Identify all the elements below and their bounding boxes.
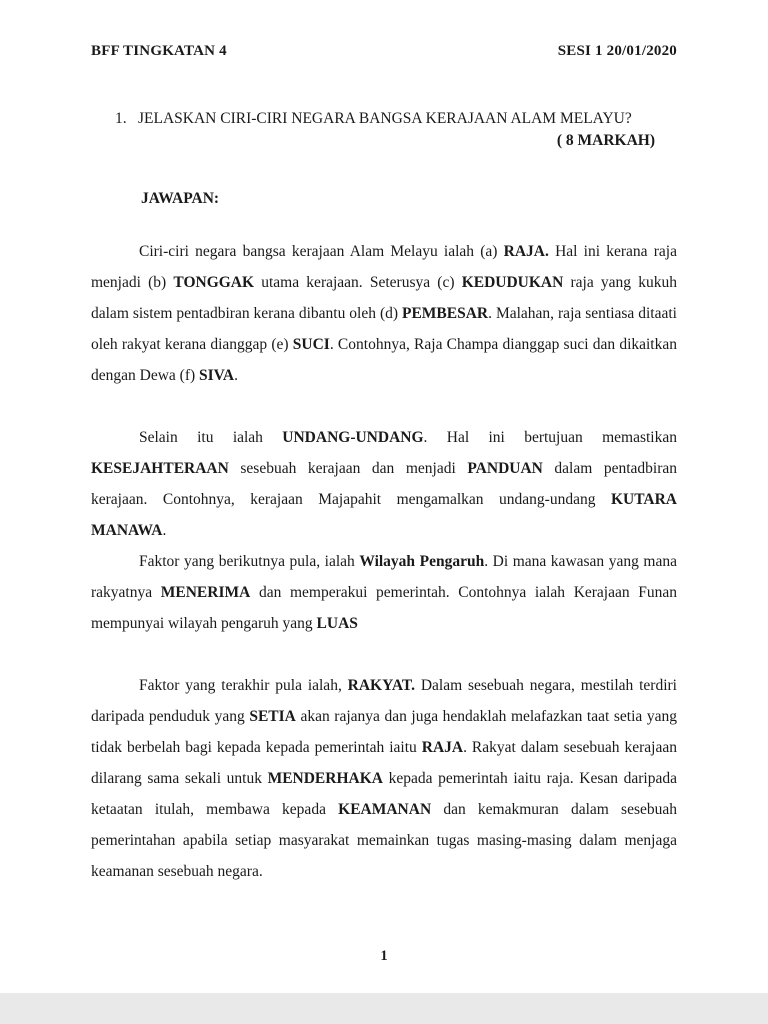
emphasized-text-run: UNDANG-UNDANG (282, 429, 424, 446)
text-run: Selain itu ialah (139, 429, 283, 446)
text-run: raja yang kukuh dalam sistem pentadbiran kerana dibantu oleh (d) (91, 274, 677, 322)
text-run: . Di mana kawasan yang mana rakyatnya (91, 553, 677, 601)
text-run: Dalam sesebuah negara, mestilah terdiri daripada penduduk yang (91, 677, 677, 725)
text-run: . Malahan, raja sentiasa ditaati oleh rakyat kerana dianggap (e) (91, 305, 677, 353)
emphasized-text-run: TONGGAK (173, 274, 255, 291)
emphasized-text-run: KUTARA MANAWA (91, 491, 677, 539)
text-run: . Hal ini bertujuan memastikan (423, 429, 677, 446)
page-background-gutter (0, 993, 768, 1024)
question-row (91, 110, 677, 128)
question-number: 1. (115, 110, 127, 127)
answer-paragraphs (91, 236, 677, 887)
document-header (91, 43, 677, 60)
paragraph (91, 422, 677, 546)
text-run: dalam pentadbiran kerajaan. Contohnya, kerajaan Majapahit mengamalkan undang-undang (91, 460, 677, 508)
question-block (91, 110, 677, 150)
text-run: dan kemakmuran dalam sesebuah pemerintahan apabila setiap masyarakat memainkan tugas masing-masing dalam menjaga keamanan sesebuah negara. (91, 801, 678, 880)
page-number: 1 (380, 948, 388, 964)
header-session: SESI 1 20/01/2020 (557, 43, 677, 59)
emphasized-text-run: MENERIMA (160, 584, 251, 601)
header-title: BFF TINGKATAN 4 (91, 43, 227, 59)
emphasized-text-run: RAJA (421, 739, 464, 756)
emphasized-text-run: PEMBESAR (401, 305, 489, 322)
question-text: JELASKAN CIRI-CIRI NEGARA BANGSA KERAJAAN ALAM MELAYU? (138, 110, 632, 127)
text-run: Ciri-ciri negara bangsa kerajaan Alam Melayu ialah (a) (139, 243, 504, 260)
text-run: akan rajanya dan juga hendaklah melafazkan taat setia yang tidak berbelah bagi kepada kepada pemerintah iaitu (91, 708, 677, 756)
emphasized-text-run: MENDERHAKA (267, 770, 383, 787)
text-run: Faktor yang berikutnya pula, ialah (139, 553, 360, 570)
emphasized-text-run: RAKYAT. (347, 677, 415, 694)
text-run: Hal ini kerana raja menjadi (b) (91, 243, 677, 291)
emphasized-text-run: KESEJAHTERAAN (91, 460, 229, 477)
text-run: . Rakyat dalam sesebuah kerajaan dilarang sama sekali untuk (91, 739, 677, 787)
text-run: Faktor yang terakhir pula ialah, (139, 677, 348, 694)
emphasized-text-run: RAJA. (503, 243, 549, 260)
emphasized-text-run: PANDUAN (467, 460, 543, 477)
text-run: . Contohnya, Raja Champa dianggap suci dan dikaitkan dengan Dewa (f) (91, 336, 677, 384)
text-run: kepada pemerintah iaitu raja. Kesan daripada ketaatan itulah, membawa kepada (91, 770, 677, 818)
emphasized-text-run: SUCI (292, 336, 330, 353)
question-marks: ( 8 MARKAH) (556, 132, 655, 149)
emphasized-text-run: KEDUDUKAN (461, 274, 564, 291)
emphasized-text-run: SIVA (199, 367, 235, 384)
text-run: . (162, 522, 167, 539)
paragraph (91, 670, 677, 887)
emphasized-text-run: Wilayah Pengaruh (359, 553, 485, 570)
answer-label: JAWAPAN: (141, 190, 220, 207)
emphasized-text-run: SETIA (249, 708, 296, 725)
text-run: utama kerajaan. Seterusya (c) (254, 274, 462, 291)
paragraph (91, 236, 677, 391)
paragraph (91, 546, 677, 639)
text-run: sesebuah kerajaan dan menjadi (228, 460, 468, 477)
emphasized-text-run: LUAS (316, 615, 358, 632)
emphasized-text-run: KEAMANAN (338, 801, 432, 818)
text-run: . (234, 367, 238, 384)
text-run: dan memperakui pemerintah. Contohnya ialah Kerajaan Funan mempunyai wilayah pengaruh yang (91, 584, 677, 632)
